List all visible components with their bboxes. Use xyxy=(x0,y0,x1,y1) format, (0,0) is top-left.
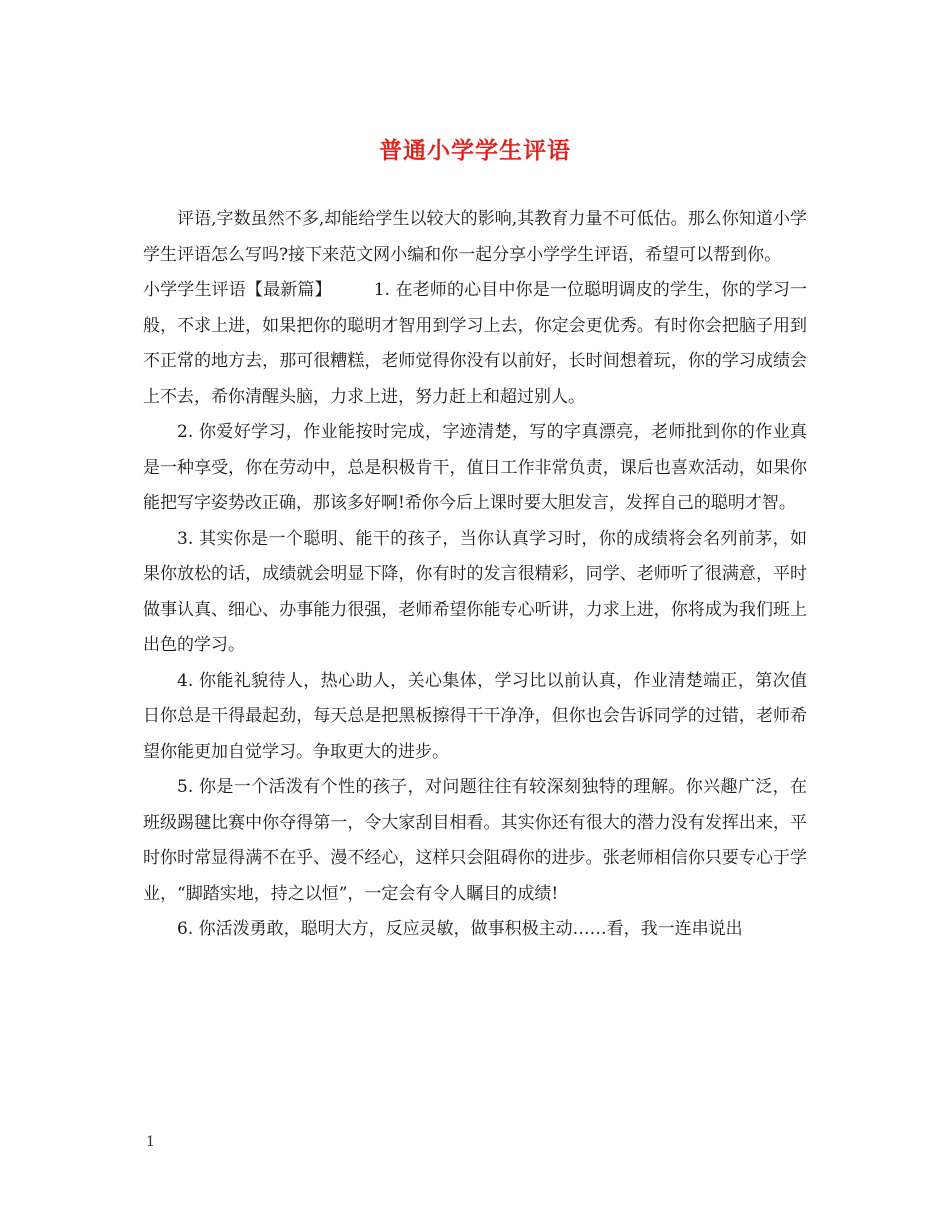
page-number: 1 xyxy=(146,1134,155,1150)
page-title: 普通小学学生评语 xyxy=(379,137,571,164)
section-heading: 小学学生评语【最新篇】 xyxy=(143,280,332,300)
item-2-paragraph: 2. 你爱好学习，作业能按时完成，字迹清楚，写的字真漂亮，老师批到你的作业真是一种享受，你在劳动中，总是积极肯干，值日工作非常负责，课后也喜欢活动，如果你能把写字姿势改正确，那该多好啊!希你今后上课时要大胆发言，发挥自己的聪明才智。 xyxy=(143,422,807,513)
item-5-paragraph: 5. 你是一个活泼有个性的孩子，对问题往往有较深刻独特的理解。你兴趣广泛，在班级踢毽比赛中你夺得第一，令大家刮目相看。其实你还有很大的潜力没有发挥出来，平时你时常显得满不在乎、漫不经心，这样只会阻碍你的进步。张老师相信你只要专心于学业，“脚踏实地，持之以恒”，一定会有令人瞩目的成绩! xyxy=(143,777,807,904)
document-body xyxy=(143,202,807,948)
item-3-paragraph: 3. 其实你是一个聪明、能干的孩子，当你认真学习时，你的成绩将会名列前茅，如果你放松的话，成绩就会明显下降，你有时的发言很精彩，同学、老师听了很满意，平时做事认真、细心、办事能力很强，老师希望你能专心听讲，力求上进，你将成为我们班上出色的学习。 xyxy=(143,528,807,655)
item-1-text: 1. 在老师的心目中你是一位聪明调皮的学生，你的学习一般，不求上进，如果把你的聪明才智用到学习上去，你定会更优秀。有时你会把脑子用到不正常的地方去，那可很糟糕，老师觉得你没有以前好，长时间想着玩，你的学习成绩会上不去，希你清醒头脑，力求上进，努力赶上和超过别人。 xyxy=(143,280,808,407)
item-4-paragraph: 4. 你能礼貌待人，热心助人，关心集体，学习比以前认真，作业清楚端正，第次值日你总是干得最起劲，每天总是把黑板擦得干干净净，但你也会告诉同学的过错，老师希望你能更加自觉学习。争取更大的进步。 xyxy=(143,670,807,762)
item-6-paragraph: 6. 你活泼勇敢，聪明大方，反应灵敏，做事积极主动……看，我一连串说出 xyxy=(177,919,743,939)
intro-paragraph: 评语,字数虽然不多,却能给学生以较大的影响,其教育力量不可低估。那么你知道小学学生评语怎么写吗?接下来范文网小编和你一起分享小学学生评语，希望可以帮到你。 xyxy=(143,209,807,265)
item-1-paragraph xyxy=(143,273,807,415)
